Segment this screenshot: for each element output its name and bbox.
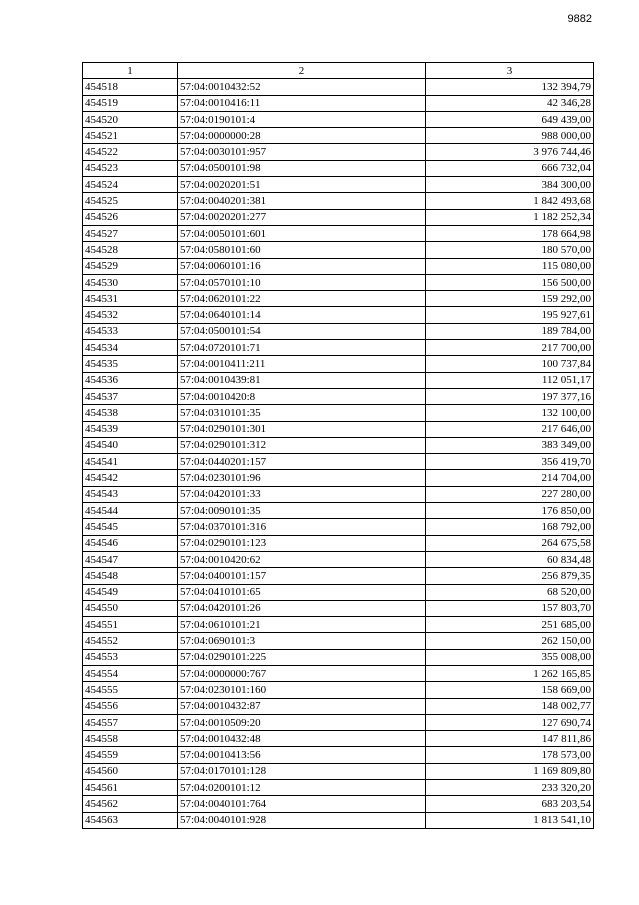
value-cell: 148 002,77 (426, 698, 594, 714)
row-number-cell: 454547 (83, 551, 178, 567)
table-row (83, 519, 594, 535)
cadastral-number-cell: 57:04:0020201:51 (178, 177, 426, 193)
row-number-cell: 454522 (83, 144, 178, 160)
row-number-cell: 454559 (83, 747, 178, 763)
cadastral-number-cell: 57:04:0020201:277 (178, 209, 426, 225)
table-row (83, 128, 594, 144)
row-number-cell: 454552 (83, 633, 178, 649)
value-cell: 214 704,00 (426, 470, 594, 486)
table-row (83, 812, 594, 828)
row-number-cell: 454544 (83, 503, 178, 519)
cadastral-number-cell: 57:04:0420101:33 (178, 486, 426, 502)
table-row (83, 388, 594, 404)
table-row (83, 551, 594, 567)
cadastral-number-cell: 57:04:0030101:957 (178, 144, 426, 160)
table-row (83, 584, 594, 600)
cadastral-number-cell: 57:04:0190101:4 (178, 111, 426, 127)
column-header-1: 1 (83, 63, 178, 79)
cadastral-number-cell: 57:04:0420101:26 (178, 600, 426, 616)
table-row (83, 274, 594, 290)
table-row (83, 665, 594, 681)
table-row (83, 225, 594, 241)
table-row (83, 144, 594, 160)
table-row (83, 682, 594, 698)
value-cell: 3 976 744,46 (426, 144, 594, 160)
value-cell: 988 000,00 (426, 128, 594, 144)
table-row (83, 470, 594, 486)
row-number-cell: 454526 (83, 209, 178, 225)
row-number-cell: 454525 (83, 193, 178, 209)
row-number-cell: 454533 (83, 323, 178, 339)
cadastral-number-cell: 57:04:0170101:128 (178, 763, 426, 779)
table-row (83, 291, 594, 307)
table-row (83, 160, 594, 176)
value-cell: 115 080,00 (426, 258, 594, 274)
value-cell: 264 675,58 (426, 535, 594, 551)
cadastral-number-cell: 57:04:0570101:10 (178, 274, 426, 290)
table-row (83, 454, 594, 470)
row-number-cell: 454518 (83, 79, 178, 95)
table-row (83, 568, 594, 584)
value-cell: 256 879,35 (426, 568, 594, 584)
cadastral-number-cell: 57:04:0040101:764 (178, 796, 426, 812)
table-row (83, 486, 594, 502)
cadastral-number-cell: 57:04:0010413:56 (178, 747, 426, 763)
table-row (83, 617, 594, 633)
cadastral-number-cell: 57:04:0310101:35 (178, 405, 426, 421)
table-row (83, 111, 594, 127)
table-row (83, 780, 594, 796)
value-cell: 195 927,61 (426, 307, 594, 323)
value-cell: 383 349,00 (426, 437, 594, 453)
cadastral-number-cell: 57:04:0440201:157 (178, 454, 426, 470)
table-row (83, 503, 594, 519)
cadastral-number-cell: 57:04:0690101:3 (178, 633, 426, 649)
value-cell: 1 169 809,80 (426, 763, 594, 779)
row-number-cell: 454558 (83, 731, 178, 747)
cadastral-number-cell: 57:04:0010432:52 (178, 79, 426, 95)
cadastral-number-cell: 57:04:0400101:157 (178, 568, 426, 584)
value-cell: 112 051,17 (426, 372, 594, 388)
table-row (83, 177, 594, 193)
table-row (83, 763, 594, 779)
value-cell: 683 203,54 (426, 796, 594, 812)
value-cell: 168 792,00 (426, 519, 594, 535)
value-cell: 132 100,00 (426, 405, 594, 421)
value-cell: 384 300,00 (426, 177, 594, 193)
value-cell: 262 150,00 (426, 633, 594, 649)
table-row (83, 242, 594, 258)
value-cell: 68 520,00 (426, 584, 594, 600)
row-number-cell: 454556 (83, 698, 178, 714)
cadastral-number-cell: 57:04:0500101:54 (178, 323, 426, 339)
row-number-cell: 454560 (83, 763, 178, 779)
row-number-cell: 454520 (83, 111, 178, 127)
table-row (83, 79, 594, 95)
value-cell: 197 377,16 (426, 388, 594, 404)
row-number-cell: 454521 (83, 128, 178, 144)
row-number-cell: 454538 (83, 405, 178, 421)
column-header-2: 2 (178, 63, 426, 79)
table-row (83, 600, 594, 616)
cadastral-number-cell: 57:04:0010432:87 (178, 698, 426, 714)
cadastral-number-cell: 57:04:0290101:301 (178, 421, 426, 437)
row-number-cell: 454545 (83, 519, 178, 535)
value-cell: 1 262 165,85 (426, 665, 594, 681)
table-header (83, 63, 594, 79)
value-cell: 227 280,00 (426, 486, 594, 502)
table-row (83, 437, 594, 453)
table-row (83, 421, 594, 437)
cadastral-number-cell: 57:04:0000000:767 (178, 665, 426, 681)
cadastral-number-cell: 57:04:0370101:316 (178, 519, 426, 535)
row-number-cell: 454523 (83, 160, 178, 176)
table-row (83, 698, 594, 714)
cadastral-number-cell: 57:04:0000000:28 (178, 128, 426, 144)
cadastral-number-cell: 57:04:0050101:601 (178, 225, 426, 241)
row-number-cell: 454543 (83, 486, 178, 502)
row-number-cell: 454524 (83, 177, 178, 193)
cadastral-number-cell: 57:04:0010509:20 (178, 714, 426, 730)
row-number-cell: 454529 (83, 258, 178, 274)
table-row (83, 193, 594, 209)
table-row (83, 356, 594, 372)
table-body (83, 79, 594, 829)
row-number-cell: 454557 (83, 714, 178, 730)
row-number-cell: 454539 (83, 421, 178, 437)
row-number-cell: 454554 (83, 665, 178, 681)
row-number-cell: 454562 (83, 796, 178, 812)
value-cell: 42 346,28 (426, 95, 594, 111)
cadastral-number-cell: 57:04:0620101:22 (178, 291, 426, 307)
cadastral-number-cell: 57:04:0040101:928 (178, 812, 426, 828)
row-number-cell: 454561 (83, 780, 178, 796)
row-number-cell: 454542 (83, 470, 178, 486)
header-row (83, 63, 594, 79)
row-number-cell: 454546 (83, 535, 178, 551)
cadastral-number-cell: 57:04:0290101:225 (178, 649, 426, 665)
table-row (83, 796, 594, 812)
row-number-cell: 454555 (83, 682, 178, 698)
table-row (83, 372, 594, 388)
value-cell: 176 850,00 (426, 503, 594, 519)
row-number-cell: 454540 (83, 437, 178, 453)
column-header-3: 3 (426, 63, 594, 79)
cadastral-number-cell: 57:04:0010420:8 (178, 388, 426, 404)
value-cell: 1 842 493,68 (426, 193, 594, 209)
value-cell: 251 685,00 (426, 617, 594, 633)
value-cell: 178 573,00 (426, 747, 594, 763)
cadastral-number-cell: 57:04:0200101:12 (178, 780, 426, 796)
value-cell: 147 811,86 (426, 731, 594, 747)
row-number-cell: 454548 (83, 568, 178, 584)
table-row (83, 95, 594, 111)
page-number: 9882 (567, 13, 592, 25)
row-number-cell: 454530 (83, 274, 178, 290)
value-cell: 356 419,70 (426, 454, 594, 470)
row-number-cell: 454563 (83, 812, 178, 828)
row-number-cell: 454537 (83, 388, 178, 404)
row-number-cell: 454541 (83, 454, 178, 470)
value-cell: 217 700,00 (426, 340, 594, 356)
registry-table (82, 62, 594, 829)
value-cell: 233 320,20 (426, 780, 594, 796)
value-cell: 159 292,00 (426, 291, 594, 307)
table-row (83, 714, 594, 730)
cadastral-number-cell: 57:04:0060101:16 (178, 258, 426, 274)
value-cell: 649 439,00 (426, 111, 594, 127)
value-cell: 100 737,84 (426, 356, 594, 372)
table-row (83, 649, 594, 665)
row-number-cell: 454550 (83, 600, 178, 616)
value-cell: 158 669,00 (426, 682, 594, 698)
cadastral-number-cell: 57:04:0090101:35 (178, 503, 426, 519)
cadastral-number-cell: 57:04:0010416:11 (178, 95, 426, 111)
cadastral-number-cell: 57:04:0010411:211 (178, 356, 426, 372)
value-cell: 355 008,00 (426, 649, 594, 665)
value-cell: 180 570,00 (426, 242, 594, 258)
cadastral-number-cell: 57:04:0720101:71 (178, 340, 426, 356)
value-cell: 189 784,00 (426, 323, 594, 339)
value-cell: 127 690,74 (426, 714, 594, 730)
cadastral-number-cell: 57:04:0610101:21 (178, 617, 426, 633)
table-row (83, 731, 594, 747)
row-number-cell: 454536 (83, 372, 178, 388)
cadastral-number-cell: 57:04:0230101:96 (178, 470, 426, 486)
cadastral-number-cell: 57:04:0230101:160 (178, 682, 426, 698)
cadastral-number-cell: 57:04:0640101:14 (178, 307, 426, 323)
table-row (83, 258, 594, 274)
cadastral-number-cell: 57:04:0010420:62 (178, 551, 426, 567)
value-cell: 132 394,79 (426, 79, 594, 95)
row-number-cell: 454528 (83, 242, 178, 258)
cadastral-number-cell: 57:04:0580101:60 (178, 242, 426, 258)
table-row (83, 747, 594, 763)
value-cell: 1 182 252,34 (426, 209, 594, 225)
cadastral-number-cell: 57:04:0290101:123 (178, 535, 426, 551)
value-cell: 1 813 541,10 (426, 812, 594, 828)
row-number-cell: 454532 (83, 307, 178, 323)
cadastral-number-cell: 57:04:0410101:65 (178, 584, 426, 600)
table-row (83, 323, 594, 339)
cadastral-number-cell: 57:04:0010432:48 (178, 731, 426, 747)
row-number-cell: 454549 (83, 584, 178, 600)
row-number-cell: 454519 (83, 95, 178, 111)
table-row (83, 405, 594, 421)
row-number-cell: 454535 (83, 356, 178, 372)
cadastral-number-cell: 57:04:0500101:98 (178, 160, 426, 176)
table-row (83, 209, 594, 225)
cadastral-number-cell: 57:04:0040201:381 (178, 193, 426, 209)
cadastral-number-cell: 57:04:0010439:81 (178, 372, 426, 388)
value-cell: 156 500,00 (426, 274, 594, 290)
table-row (83, 633, 594, 649)
table-row (83, 307, 594, 323)
row-number-cell: 454527 (83, 225, 178, 241)
table-row (83, 340, 594, 356)
value-cell: 157 803,70 (426, 600, 594, 616)
row-number-cell: 454553 (83, 649, 178, 665)
table-row (83, 535, 594, 551)
value-cell: 666 732,04 (426, 160, 594, 176)
row-number-cell: 454551 (83, 617, 178, 633)
row-number-cell: 454534 (83, 340, 178, 356)
row-number-cell: 454531 (83, 291, 178, 307)
value-cell: 217 646,00 (426, 421, 594, 437)
value-cell: 178 664,98 (426, 225, 594, 241)
cadastral-number-cell: 57:04:0290101:312 (178, 437, 426, 453)
value-cell: 60 834,48 (426, 551, 594, 567)
